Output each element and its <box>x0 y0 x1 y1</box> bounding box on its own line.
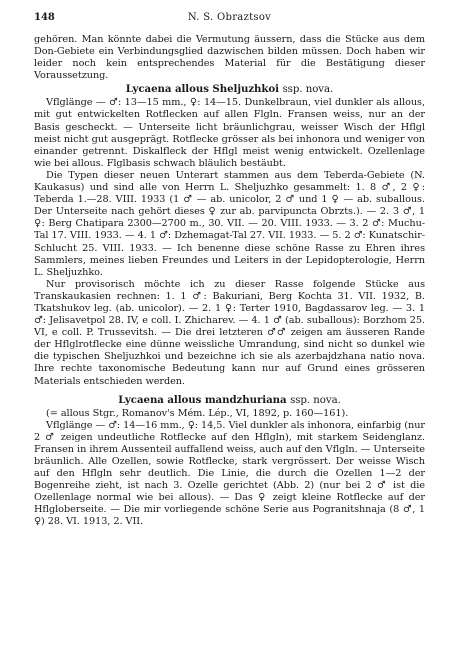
page-number: 148 <box>34 12 55 23</box>
paragraph-types: Die Typen dieser neuen Unterart stammen aus dem Teberda-Gebiete (N. Kaukasus) und sind alle von Herrn L. Sheljuzhko gesammelt: 1. 8 ♂, 2 ♀: Teberda 1.—28. VIII. 1933 (1 ♂ — ab. unicolor, 2 ♂ und 1 ♀ — ab. suballous. Der Unterseite nach gehört dieses ♀ zur ab. parvipuncta Obrzts.). — 2. 3 ♂, 1 ♀: Berg Chatipara 2300—2700 m., 30. VII. — 20. VIII. 1933. — 3. 2 ♂: Muchu-Tal 17. VIII. 1933. — 4. 1 ♂: Dzhemagat-Tal 27. VII. 1933. — 5. 2 ♂: Kunatschir-Schlucht 25. VIII. 1933. — Ich benenne diese schöne Rasse zu Ehren ihres Sammlers, meines lieben Freundes und Leiters in der Lepidopterologie, Herrn L. Sheljuzhko. <box>34 169 425 278</box>
section-title-name: Lycaena allous mandzhuriana <box>118 393 287 406</box>
section-title-suffix: ssp. nova. <box>282 84 334 96</box>
paragraph-description: Vflglänge — ♂: 14—16 mm., ♀: 14,5. Viel dunkler als inhonora, einfarbig (nur 2 ♂ zeigen undeutliche Rotflecke auf den Hflgln), mit starkem Seidenglanz. Fransen in ihrem Aussenteil auffallend weiss, auch auf den Vflgln. — Unterseite bräunlich. Alle Ozellen, sowie Rotflecke, stark vergrössert. Der weisse Wisch auf den Hflgln sehr deutlich. Die Linie, die durch die Ozellen 1—2 der Bogenreihe zieht, ist nach 3. Ozelle gerichtet (Abb. 2) (nur bei 2 ♂ ist die Ozellenlage normal wie bei allous). — Das ♀ zeigt kleine Rotflecke auf der Hflgloberseite. — Die mir vorliegende schöne Serie aus Pogranitshnaja (8 ♂, 1 ♀) 28. VI. 1913, 2. VII. <box>34 419 425 528</box>
paragraph-transcaucasia: Nur provisorisch möchte ich zu dieser Rasse folgende Stücke aus Transkaukasien rechnen: 1. 1 ♂: Bakuriani, Berg Kochta 31. VII. 1932, B. Tkatshukov leg. (ab. unicolor). — 2. 1 ♀: Terter 1910, Bagdassarov leg. — 3. 1 ♂: Jelisavetpol 28. IV, e coll. I. Zhicharev. — 4. 1 ♂ (ab. suballous): Borzhom 25. VI, e coll. P. Trussevitsh. — Die drei letzteren ♂♂ zeigen am äusseren Rande der Hflglrotflecke eine dünne weissliche Umrandung, sind nicht so dunkel wie die typischen Sheljuzhkoi und bezeichne ich sie als azerbajdzhana natio nova. Ihre rechte taxonomische Bedeutung kann nur auf Grund eines grösseren Materials entschieden werden. <box>34 278 425 387</box>
page-header <box>34 10 425 26</box>
paragraph-synonymy: (= allous Stgr., Romanov's Mém. Lép., VI, 1892, p. 160—161). <box>46 407 349 419</box>
section-gap <box>34 388 425 393</box>
running-head: N. S. Obraztsov <box>187 12 272 23</box>
section-title-sheljuzhkoi <box>34 83 425 96</box>
body-text <box>34 34 425 529</box>
paragraph-continuation: gehören. Man könnte dabei die Vermutung äussern, dass die Stücke aus dem Don-Gebiete ein Verbindungsglied dazwischen bilden müssen. Doch haben wir leider noch kein entsprechendes Material für die Bestätigung dieser Voraussetzung. <box>34 34 425 82</box>
paragraph-description: Vflglänge — ♂: 13—15 mm., ♀: 14—15. Dunkelbraun, viel dunkler als allous, mit gut entwickelten Rotflecken auf allen Flgln. Fransen weiss, nur an der Basis gescheckt. — Unterseite licht bräunlichgrau, weisser Wisch der Hflgl meist nicht gut ausgeprägt. Rotflecke grösser als bei inhonora und weniger von einander getrennt. Diskalfleck der Hflgl meist wenig entwickelt. Ozellenlage wie bei allous. Flglbasis schwach bläulich bestäubt. <box>34 97 425 169</box>
section-title-name: Lycaena allous Sheljuzhkoi <box>125 83 279 96</box>
section-title-mandzhuriana <box>34 394 425 407</box>
section-title-suffix: ssp. nova. <box>290 394 341 406</box>
